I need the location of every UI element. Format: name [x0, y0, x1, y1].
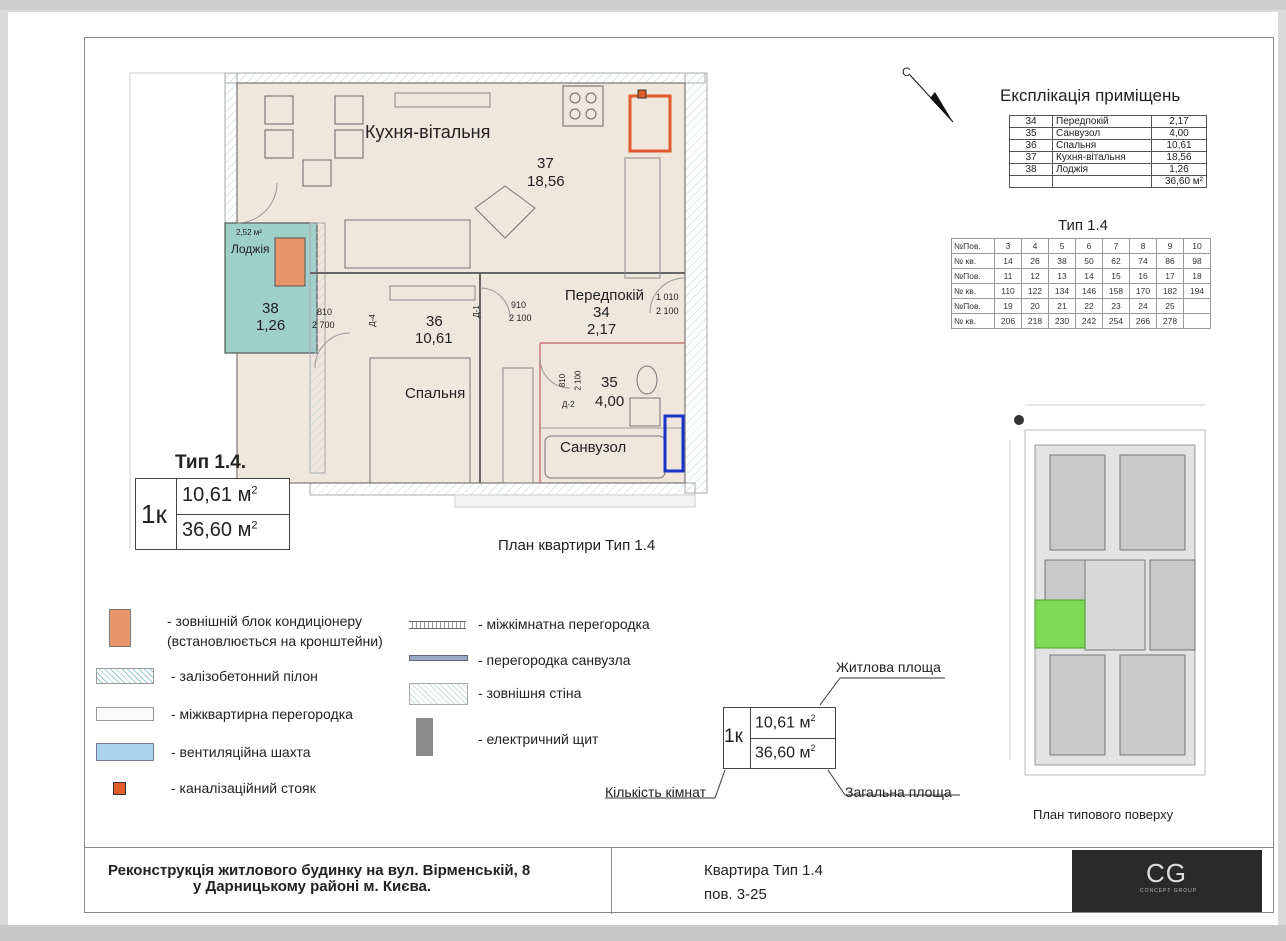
room-num-bath: 35	[601, 374, 618, 391]
legend-ext-wall-swatch	[409, 683, 468, 705]
sheet-title: Квартира Тип 1.4	[704, 862, 824, 879]
explication-row	[1010, 128, 1207, 140]
explication-cell: 4,00	[1152, 128, 1207, 140]
legend-sewer-swatch	[113, 782, 126, 795]
loggia-small-area: 2,52 м²	[236, 228, 262, 237]
type-table-cell: 12	[1022, 269, 1049, 284]
type-table-cell: 21	[1049, 299, 1076, 314]
type-table-title: Тип 1.4	[1058, 217, 1109, 234]
legend-ext-wall-text: - зовнішня стіна	[478, 685, 582, 701]
type-table-header-cell: № кв.	[952, 254, 995, 269]
explication-cell: 35	[1010, 128, 1053, 140]
explication-cell: 10,61	[1152, 140, 1207, 152]
explication-cell: Санвузол	[1053, 128, 1152, 140]
type-table-cell: 110	[995, 284, 1022, 299]
type-table-cell: 15	[1103, 269, 1130, 284]
legend-bath-wall-swatch	[409, 655, 468, 661]
type-table-cell: 98	[1184, 254, 1211, 269]
type-table-cell: 5	[1049, 239, 1076, 254]
legend-elec-swatch	[416, 718, 433, 756]
room-num-kitchen: 37	[537, 155, 554, 172]
legend-interroom-text: - міжкімнатна перегородка	[478, 616, 650, 632]
key-total-label: Загальна площа	[845, 784, 952, 800]
room-area-hall: 2,17	[587, 321, 617, 338]
exterior-wall-left	[225, 73, 237, 223]
type-table-cell: 26	[1022, 254, 1049, 269]
explication-cell: Передпокій	[1053, 116, 1152, 128]
legend-interapt-swatch	[96, 707, 154, 721]
type-table-cell: 20	[1022, 299, 1049, 314]
badge-total: 36,60 м	[182, 519, 252, 541]
type-table-cell: 23	[1103, 299, 1130, 314]
legend-elec-text: - електричний щит	[478, 731, 599, 747]
floor-plan-caption: План типового поверху	[1033, 807, 1174, 822]
legend-pylon-text: - залізобетонний пілон	[171, 668, 318, 684]
type-table-cell: 7	[1103, 239, 1130, 254]
room-area-loggia: 1,26	[256, 317, 286, 334]
legend-vent-text: - вентиляційна шахта	[171, 744, 311, 760]
legend-bath-wall-text: - перегородка санвузла	[478, 652, 631, 668]
floor-compass-icon	[1014, 415, 1024, 425]
door-height-entry: 2 100	[656, 306, 679, 316]
room-name-kitchen: Кухня-вітальня	[365, 122, 491, 142]
legend-ac-text2: (встановлюється на кронштейни)	[167, 633, 383, 649]
type-table-cell: 182	[1157, 284, 1184, 299]
type-table-header-cell: №Пов.	[952, 299, 995, 314]
type-table-cell: 74	[1130, 254, 1157, 269]
type-table-cell: 10	[1184, 239, 1211, 254]
type-table-row	[952, 239, 1211, 254]
type-table-cell: 6	[1076, 239, 1103, 254]
top-scroll-bar	[0, 0, 1286, 10]
explication-cell: 34	[1010, 116, 1053, 128]
door-width-entry: 1 010	[656, 292, 679, 302]
room-name-hall: Передпокій	[565, 287, 644, 304]
room-name-bath: Санвузол	[560, 439, 627, 456]
key-living-label: Житлова площа	[836, 659, 941, 675]
room-name-bedroom: Спальня	[405, 385, 466, 402]
legend-pylon-swatch	[96, 668, 154, 684]
door-width-d2: 810	[558, 373, 568, 388]
key-total: 36,60 м	[755, 744, 811, 762]
highlighted-apartment	[1035, 600, 1085, 648]
room-num-bedroom: 36	[426, 313, 443, 330]
explication-total: 36,60 м²	[1152, 176, 1207, 188]
type-table-cell: 146	[1076, 284, 1103, 299]
type-floors-table	[951, 238, 1211, 329]
key-rooms: 1к	[724, 726, 743, 747]
door-height-d2: 2 100	[573, 370, 583, 391]
bottom-scroll-bar	[0, 925, 1286, 941]
explication-row	[1010, 164, 1207, 176]
type-table-cell: 19	[995, 299, 1022, 314]
room-name-loggia: Лоджія	[231, 242, 270, 256]
compass-icon	[905, 70, 965, 130]
typical-floor-plan	[1005, 400, 1220, 790]
plan-caption: План квартири Тип 1.4	[498, 537, 656, 554]
type-table-cell: 17	[1157, 269, 1184, 284]
type-table-cell: 122	[1022, 284, 1049, 299]
door-height-d1: 2 100	[509, 313, 532, 323]
legend-interroom-swatch	[409, 621, 466, 629]
type-table-cell: 11	[995, 269, 1022, 284]
door-width-d4: 810	[317, 307, 333, 317]
badge-living: 10,61 м	[182, 484, 252, 506]
exterior-wall-bottom	[310, 483, 695, 495]
room-area-bath: 4,00	[595, 393, 625, 410]
type-table-cell	[1184, 314, 1211, 329]
type-table-cell: 18	[1184, 269, 1211, 284]
logo-subtitle: CONCEPT GROUP	[1140, 888, 1198, 894]
type-table-cell: 206	[995, 314, 1022, 329]
type-table-cell: 278	[1157, 314, 1184, 329]
type-label: Тип 1.4.	[175, 452, 247, 473]
type-table-cell: 194	[1184, 284, 1211, 299]
type-table-header-cell: №Пов.	[952, 239, 995, 254]
compass-north-label: С	[902, 65, 911, 79]
explication-table	[1009, 115, 1207, 188]
type-table-cell: 230	[1049, 314, 1076, 329]
legend-ac-text: - зовнішній блок кондиціонеру	[167, 613, 363, 629]
type-table-cell: 14	[995, 254, 1022, 269]
type-table-cell: 14	[1076, 269, 1103, 284]
type-table-header-cell: № кв.	[952, 284, 995, 299]
explication-cell: Кухня-вітальня	[1053, 152, 1152, 164]
door-height-d4: 2 700	[312, 320, 335, 330]
explication-row	[1010, 116, 1207, 128]
explication-cell: 36	[1010, 140, 1053, 152]
project-line2: у Дарницькому районі м. Києва.	[193, 878, 432, 895]
exterior-wall-top	[225, 73, 705, 83]
key-rooms-label: Кількість кімнат	[605, 784, 707, 800]
type-table-cell: 25	[1157, 299, 1184, 314]
key-badge: 1к 10,61 $м^2$ 36,60 $м^2$	[723, 707, 836, 769]
type-table-row	[952, 299, 1211, 314]
explication-cell: 2,17	[1152, 116, 1207, 128]
explication-cell: 18,56	[1152, 152, 1207, 164]
type-table-cell	[1184, 299, 1211, 314]
type-table-cell: 16	[1130, 269, 1157, 284]
door-tag-d4: Д-4	[367, 314, 377, 327]
logo-mark: CG	[1146, 858, 1187, 888]
type-table-cell: 50	[1076, 254, 1103, 269]
door-tag-d1: Д-1	[471, 305, 481, 318]
type-table-cell: 266	[1130, 314, 1157, 329]
type-table-row	[952, 314, 1211, 329]
type-table-cell: 22	[1076, 299, 1103, 314]
badge-rooms: 1к	[141, 499, 167, 529]
sheet-floors: пов. 3-25	[704, 886, 767, 903]
sewer-riser	[638, 90, 646, 98]
type-table-cell: 9	[1157, 239, 1184, 254]
explication-cell: Лоджія	[1053, 164, 1152, 176]
exterior-wall-right	[685, 73, 707, 493]
type-table-cell: 158	[1103, 284, 1130, 299]
type-table-cell: 13	[1049, 269, 1076, 284]
project-line1: Реконструкція житлового будинку на вул. Вірменській, 8	[108, 862, 531, 879]
type-table-header-cell: №Пов.	[952, 269, 995, 284]
type-table-cell: 254	[1103, 314, 1130, 329]
type-table-cell: 24	[1130, 299, 1157, 314]
type-table-cell: 170	[1130, 284, 1157, 299]
room-num-hall: 34	[593, 304, 610, 321]
type-table-row	[952, 254, 1211, 269]
explication-row	[1010, 140, 1207, 152]
area-badge: 1к 10,61 $м^2$ 36,60 $м^2$	[135, 478, 290, 550]
explication-row	[1010, 152, 1207, 164]
type-table-row	[952, 269, 1211, 284]
legend-ac-swatch	[109, 609, 131, 647]
room-area-bedroom: 10,61	[415, 330, 453, 347]
key-living: 10,61 м	[755, 714, 811, 732]
type-table-cell: 8	[1130, 239, 1157, 254]
legend-vent-swatch	[96, 743, 154, 761]
type-table-cell: 242	[1076, 314, 1103, 329]
room-area-kitchen: 18,56	[527, 173, 565, 190]
type-table-cell: 3	[995, 239, 1022, 254]
type-table-cell: 38	[1049, 254, 1076, 269]
explication-cell: 38	[1010, 164, 1053, 176]
type-table-cell: 4	[1022, 239, 1049, 254]
type-table-header-cell: № кв.	[952, 314, 995, 329]
company-logo	[1072, 850, 1262, 912]
legend-interapt-text: - міжквартирна перегородка	[171, 706, 353, 722]
room-num-loggia: 38	[262, 300, 279, 317]
door-width-d1: 910	[511, 300, 527, 310]
explication-cell: 37	[1010, 152, 1053, 164]
explication-cell: 1,26	[1152, 164, 1207, 176]
explication-title: Експлікація приміщень	[1000, 86, 1181, 105]
type-table-cell: 134	[1049, 284, 1076, 299]
explication-cell: Спальня	[1053, 140, 1152, 152]
type-table-cell: 218	[1022, 314, 1049, 329]
type-table-row	[952, 284, 1211, 299]
legend-sewer-text: - каналізаційний стояк	[171, 780, 316, 796]
type-table-cell: 86	[1157, 254, 1184, 269]
door-tag-d2: Д-2	[562, 400, 575, 409]
type-table-cell: 62	[1103, 254, 1130, 269]
ac-unit-block	[275, 238, 305, 286]
